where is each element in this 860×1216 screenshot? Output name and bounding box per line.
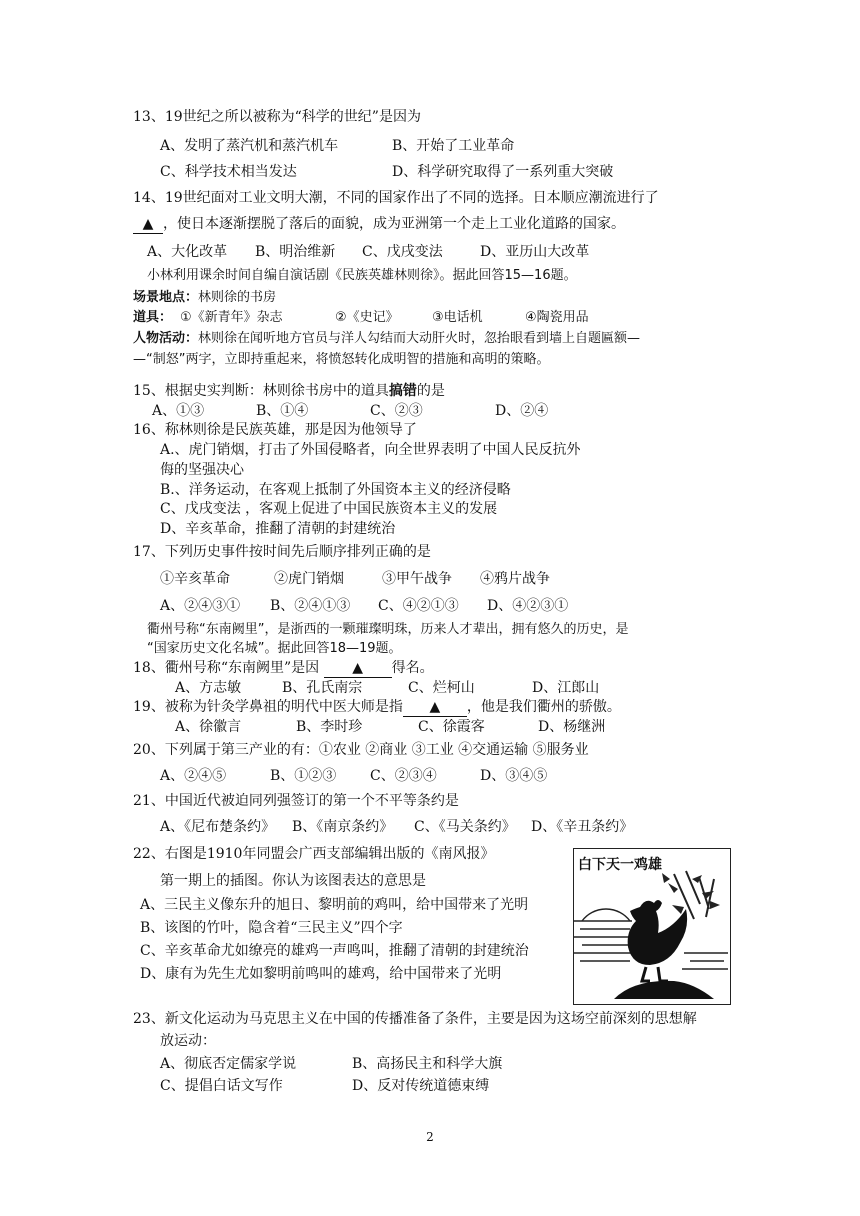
quzhou-line2: “国家历史文化名城”。据此回答18—19题。	[147, 641, 402, 656]
q18-option-d: D、江郎山	[532, 680, 600, 696]
activity-line2: —“制怒”两字，立即持重起来，将愤怒转化成明智的措施和高明的策略。	[133, 352, 550, 367]
q17-option-a: A、②④③①	[160, 598, 241, 614]
q19-option-d: D、杨继洲	[538, 719, 606, 735]
q15-stem-emphasis: 搞错	[388, 383, 417, 399]
drama-intro: 小林利用课余时间自编自演话剧《民族英雄林则徐》。据此回答15—16题。	[147, 268, 577, 283]
q15-option-b: B、①④	[256, 403, 309, 419]
q16-option-a-line2: 侮的坚强决心	[160, 462, 244, 478]
prop-4: ④陶瓷用品	[525, 310, 589, 325]
q14-option-c: C、戊戌变法	[362, 244, 443, 260]
q17-event-1: ①辛亥革命	[160, 571, 230, 587]
q14-stem-line2: ，使日本逐渐摆脱了落后的面貌，成为亚洲第一个走上工业化道路的国家。	[163, 216, 625, 232]
q20-option-c: C、②③④	[370, 768, 437, 784]
q23-option-a: A、彻底否定儒家学说	[160, 1056, 297, 1072]
q17-option-c: C、④②①③	[378, 598, 459, 614]
q13-option-c: C、科学技术相当发达	[160, 164, 297, 180]
q22-option-a: A、三民主义像东升的旭日、黎明前的鸡叫，给中国带来了光明	[140, 897, 529, 913]
scene-label: 场景地点：	[133, 290, 199, 305]
q18-option-a: A、方志敏	[175, 680, 242, 696]
q21-option-b: B、《南京条约》	[292, 819, 394, 835]
q17-stem: 17、下列历史事件按时间先后顺序排列正确的是	[133, 544, 431, 560]
q14-option-d: D、亚历山大改革	[480, 244, 590, 260]
q13-option-b: B、开始了工业革命	[392, 138, 515, 154]
q16-option-b: B.、洋务运动，在客观上抵制了外国资本主义的经济侵略	[160, 482, 511, 498]
q18-option-c: C、烂柯山	[408, 680, 475, 696]
q18-answer-blank: ▲	[324, 659, 392, 678]
q19-option-a: A、徐徽言	[175, 719, 242, 735]
q16-option-d: D、辛亥革命，推翻了清朝的封建统治	[160, 521, 396, 537]
q16-option-a-line1: A.、虎门销烟，打击了外国侵略者，向全世界表明了中国人民反抗外	[160, 442, 581, 458]
q16-stem: 16、称林则徐是民族英雄，那是因为他领导了	[133, 422, 417, 438]
q18-stem-post: 得名。	[391, 660, 434, 676]
q17-option-d: D、④②③①	[487, 598, 569, 614]
q23-option-b: B、高扬民主和科学大旗	[352, 1056, 503, 1072]
q23-option-d: D、反对传统道德束缚	[352, 1078, 490, 1094]
q19-answer-blank: ▲	[403, 698, 467, 717]
q20-option-a: A、②④⑤	[160, 768, 227, 784]
q22-option-d: D、康有为先生尤如黎明前鸣叫的雄鸡，给中国带来了光明	[140, 966, 502, 982]
q13-option-a: A、发明了蒸汽机和蒸汽机车	[160, 138, 339, 154]
q22-option-b: B、该图的竹叶，隐含着“三民主义”四个字	[140, 920, 403, 936]
q20-option-d: D、③④⑤	[480, 768, 548, 784]
activity-line1: 林则徐在闻听地方官员与洋人勾结而大动肝火时，忽抬眼看到墙上自题匾额—	[198, 331, 641, 346]
q21-option-a: A、《尼布楚条约》	[160, 819, 276, 835]
q15-option-d: D、②④	[495, 403, 549, 419]
q21-option-d: D、《辛丑条约》	[531, 819, 634, 835]
q14-stem-line1: 14、19世纪面对工业文明大潮，不同的国家作出了不同的选择。日本顺应潮流进行了	[133, 190, 659, 206]
q14-option-b: B、明治维新	[255, 244, 336, 260]
prop-2: ②《史记》	[335, 310, 399, 325]
q20-option-b: B、①②③	[270, 768, 337, 784]
q15-stem-post: 的是	[416, 383, 445, 399]
q14-answer-blank: ▲	[133, 215, 163, 234]
q23-stem-line2: 放运动：	[160, 1033, 216, 1049]
q22-stem-line1: 22、右图是1910年同盟会广西支部编辑出版的《南风报》	[133, 846, 495, 862]
q20-stem: 20、下列属于第三产业的有：①农业 ②商业 ③工业 ④交通运输 ⑤服务业	[133, 742, 589, 758]
q17-event-4: ④鸦片战争	[480, 571, 550, 587]
quzhou-line1: 衢州号称“东南阙里”，是浙西的一颗璀璨明珠，历来人才辈出，拥有悠久的历史，是	[147, 622, 629, 637]
q16-option-c: C、戊戌变法 ，客观上促进了中国民族资本主义的发展	[160, 501, 498, 517]
q19-option-c: C、徐霞客	[418, 719, 485, 735]
q19-stem-post: ，他是我们衢州的骄傲。	[466, 699, 621, 715]
prop-1: ①《新青年》杂志	[180, 310, 283, 325]
activity-label: 人物活动：	[133, 331, 199, 346]
rooster-illustration	[573, 848, 731, 1005]
q19-stem-pre: 19、被称为针灸学鼻祖的明代中医大师是指	[133, 699, 403, 715]
rooster-drawing	[574, 849, 730, 1004]
q19-option-b: B、李时珍	[296, 719, 363, 735]
page-number: 2	[426, 1130, 434, 1144]
q22-stem-line2: 第一期上的插图。你认为该图表达的意思是	[160, 873, 426, 889]
prop-3: ③电话机	[432, 310, 483, 325]
q21-stem: 21、中国近代被迫同列强签订的第一个不平等条约是	[133, 793, 459, 809]
q23-option-c: C、提倡白话文写作	[160, 1078, 283, 1094]
q18-stem-pre: 18、衢州号称“东南阙里”是因	[133, 660, 320, 676]
props-label: 道具：	[133, 310, 173, 325]
q15-option-c: C、②③	[370, 403, 423, 419]
q18-option-b: B、孔氏南宗	[282, 680, 363, 696]
q15-stem-pre: 15、根据史实判断：林则徐书房中的道具	[133, 383, 389, 399]
q22-option-c: C、辛亥革命尤如缭亮的雄鸡一声鸣叫，推翻了清朝的封建统治	[140, 943, 529, 959]
q13-option-d: D、科学研究取得了一系列重大突破	[392, 164, 614, 180]
scene-text: 林则徐的书房	[198, 290, 277, 305]
q17-option-b: B、②④①③	[270, 598, 351, 614]
q14-option-a: A、大化改革	[147, 244, 228, 260]
figure-inscription: 白下天一鸡雄	[578, 857, 662, 873]
q17-event-3: ③甲午战争	[382, 571, 452, 587]
q17-event-2: ②虎门销烟	[274, 571, 344, 587]
q23-stem-line1: 23、新文化运动为马克思主义在中国的传播准备了条件，主要是因为这场空前深刻的思想解	[133, 1011, 697, 1027]
q21-option-c: C、《马关条约》	[414, 819, 516, 835]
q15-option-a: A、①③	[152, 403, 205, 419]
q13-stem: 13、19世纪之所以被称为“科学的世纪”是因为	[133, 109, 421, 125]
